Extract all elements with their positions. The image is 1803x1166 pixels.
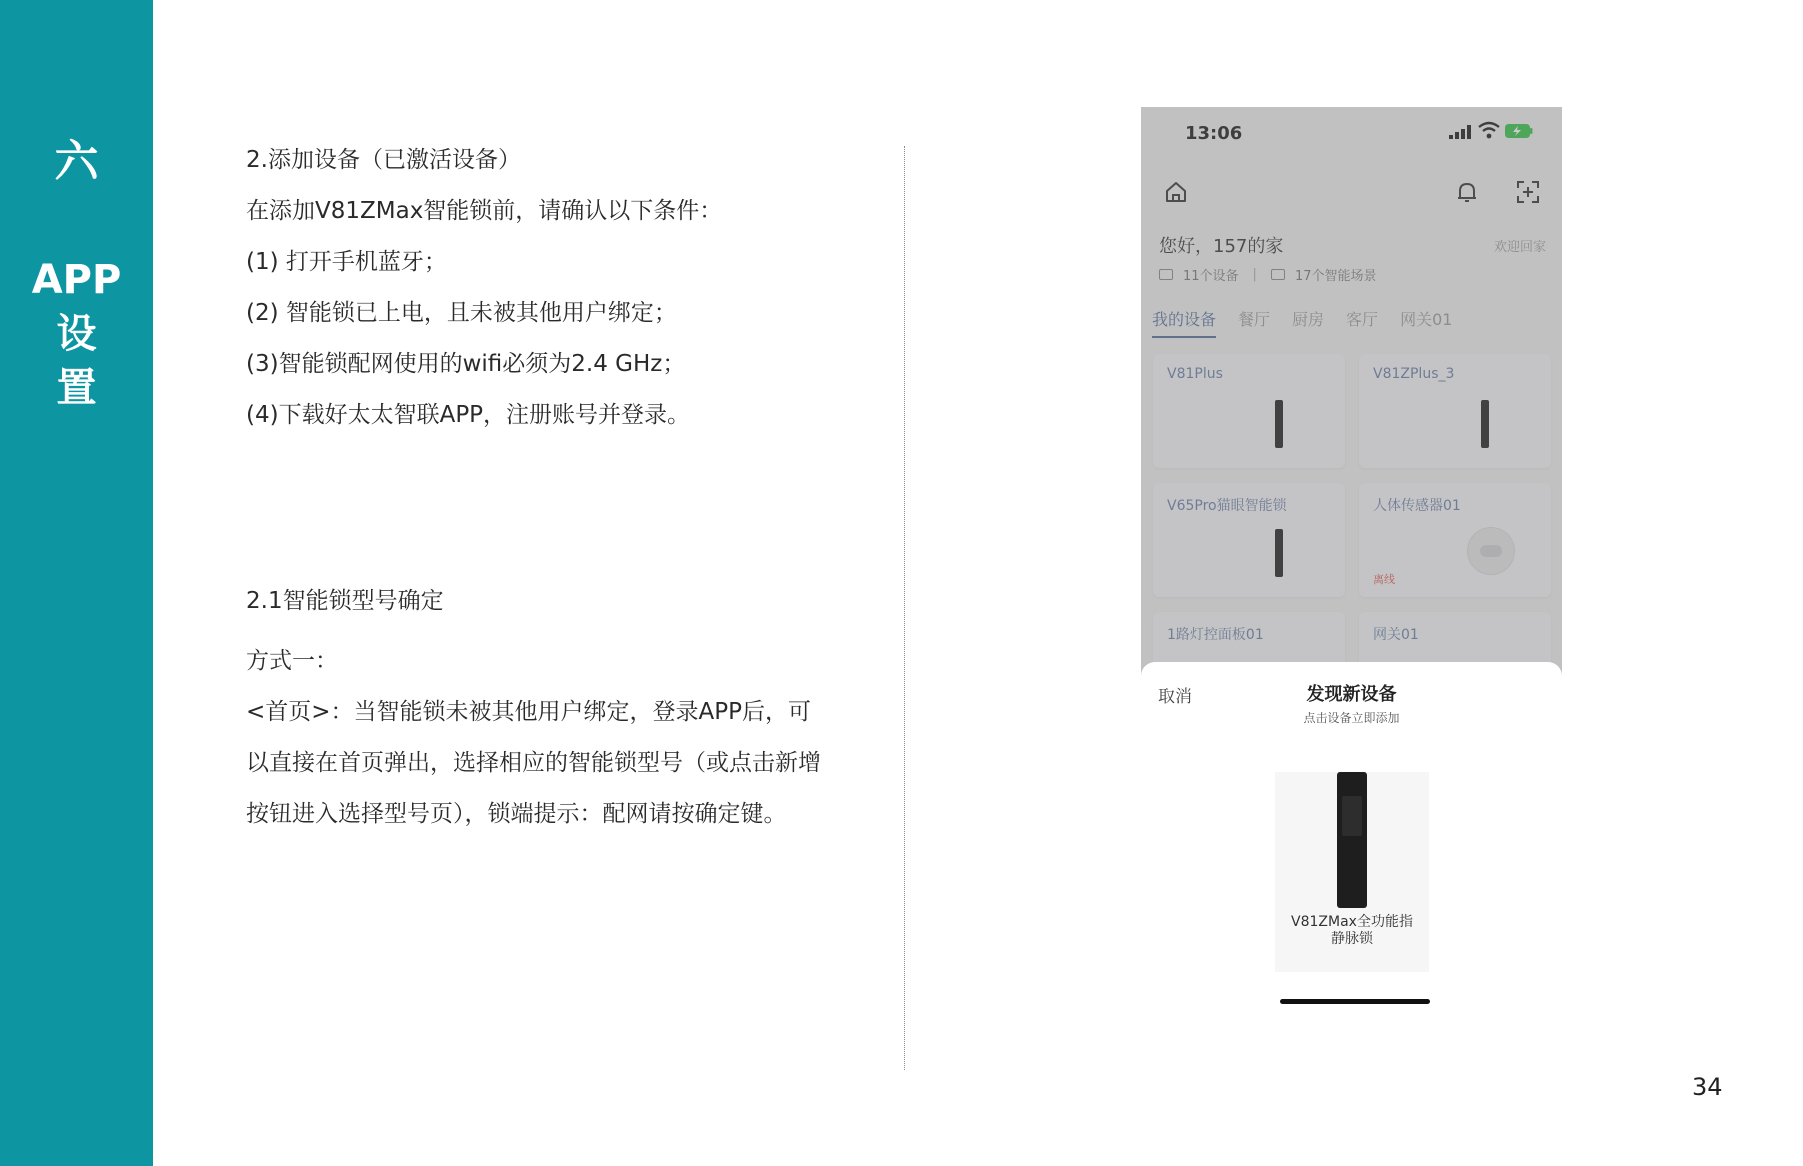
device-count: 11个设备 [1183, 269, 1239, 284]
status-time: 13:06 [1185, 123, 1243, 144]
device-name: 人体传感器01 [1373, 498, 1461, 514]
tab-my-devices[interactable]: 我的设备 [1152, 307, 1216, 338]
scene-count: 17个智能场景 [1294, 269, 1377, 284]
method-text-line: 以直接在首页弹出，选择相应的智能锁型号（或点击新增 [246, 750, 821, 776]
device-name: 网关01 [1373, 627, 1419, 643]
column-divider [904, 146, 905, 1070]
condition-item: (1) 打开手机蓝牙； [246, 249, 447, 275]
page-number: 34 [1692, 1073, 1723, 1101]
tab-kitchen[interactable]: 厨房 [1292, 310, 1325, 329]
method-description [246, 636, 886, 840]
method-label: 方式一： [246, 648, 338, 674]
device-name: V81Plus [1167, 366, 1223, 382]
new-device-sheet [1141, 662, 1562, 1014]
method-text-line: <首页>：当智能锁未被其他用户绑定，登录APP后，可 [246, 699, 812, 725]
welcome-text: 欢迎回家 [1493, 240, 1546, 255]
condition-item: (3)智能锁配网使用的wifi必须为2.4 GHz； [246, 351, 686, 377]
tab-gateway[interactable]: 网关01 [1400, 310, 1453, 329]
device-name: V65Pro猫眼智能锁 [1167, 498, 1287, 514]
cancel-button[interactable]: 取消 [1158, 687, 1192, 707]
condition-item: (4)下载好太太智联APP，注册账号并登录。 [246, 402, 691, 428]
section-number: 六 [54, 136, 99, 187]
tab-dining-room[interactable]: 餐厅 [1238, 310, 1271, 329]
phone-screenshot [1141, 107, 1562, 1014]
tab-living-room[interactable]: 客厅 [1346, 310, 1379, 329]
subsection-heading: 2.1智能锁型号确定 [246, 588, 444, 614]
offline-status: 离线 [1373, 573, 1395, 586]
section-title-line: 设 [56, 311, 97, 357]
section-title-line: 置 [56, 365, 97, 411]
sheet-title: 发现新设备 [1306, 684, 1397, 705]
home-greeting: 您好，157的家 [1159, 236, 1284, 257]
section-title-line: APP [31, 257, 122, 303]
condition-item: (2) 智能锁已上电，且未被其他用户绑定； [246, 300, 677, 326]
sidebar [0, 0, 153, 1166]
device-name-line: V81ZMax全功能指 [1291, 914, 1413, 930]
method-text-line: 按钮进入选择型号页），锁端提示：配网请按确定键。 [246, 801, 787, 827]
stats-separator: | [1252, 267, 1257, 282]
discovered-device[interactable] [1275, 772, 1429, 972]
device-name: V81ZPlus_3 [1373, 366, 1455, 382]
sheet-subtitle: 点击设备立即添加 [1303, 711, 1400, 725]
discovered-device-name [1275, 914, 1429, 948]
smart-lock-image [1337, 772, 1367, 908]
home-indicator [1280, 999, 1430, 1004]
instructions [246, 135, 886, 441]
section-heading: 2.添加设备（已激活设备） [246, 147, 521, 173]
device-name: 1路灯控面板01 [1167, 627, 1264, 643]
device-name-line: 静脉锁 [1331, 931, 1373, 947]
section-title [0, 253, 153, 415]
instruction-line: 在添加V81ZMax智能锁前，请确认以下条件： [246, 198, 723, 224]
